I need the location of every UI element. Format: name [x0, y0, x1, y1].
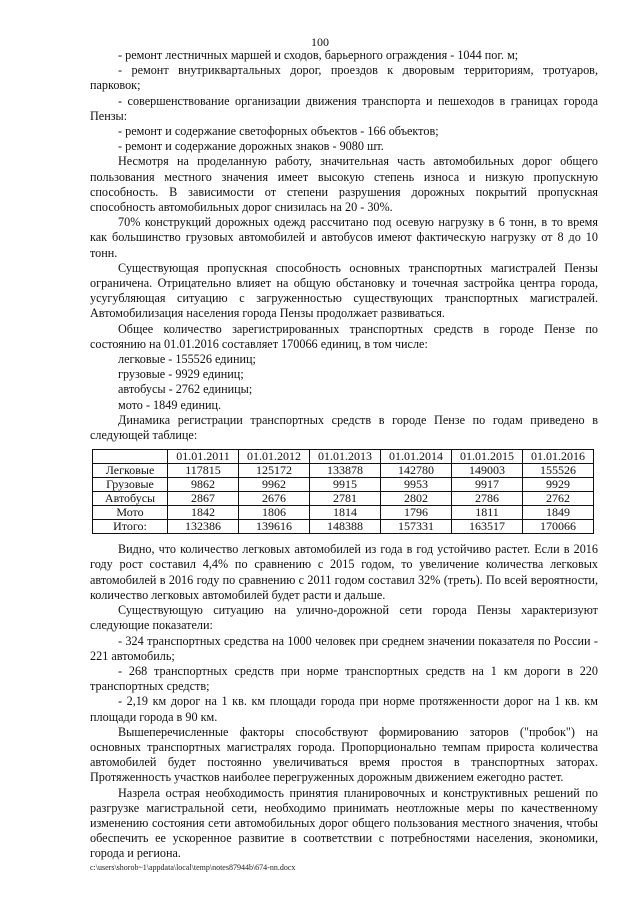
table-row-label: Итого: — [93, 520, 168, 534]
table-column-header: 01.01.2016 — [523, 450, 594, 464]
paragraph: Существующая пропускная способность основных транспортных магистралей Пензы ограничена. Отрицательно влияет на общую обстановку и точечная застройка центра города, усугубляющая ситуацию с загруженностью существующих транспортных магистралей. Автомобилизация населения города Пензы продолжает развиваться. — [90, 260, 598, 321]
paragraph: легковые - 155526 единиц; — [118, 352, 256, 367]
table-corner-cell — [93, 450, 168, 464]
table-cell: 133878 — [310, 464, 381, 478]
table-cell: 1811 — [452, 506, 523, 520]
table-cell: 139616 — [239, 520, 310, 534]
table-column-header: 01.01.2014 — [381, 450, 452, 464]
paragraph: грузовые - 9929 единиц; — [118, 367, 244, 382]
table-cell: 1842 — [168, 506, 239, 520]
table-cell: 155526 — [523, 464, 594, 478]
table-cell: 9917 — [452, 478, 523, 492]
paragraph: Динамика регистрации транспортных средств в городе Пензе по годам приведено в следующей таблице: — [90, 412, 598, 443]
table-cell: 157331 — [381, 520, 452, 534]
table-row — [93, 478, 594, 492]
table-header-row — [93, 450, 594, 464]
table-cell: 1849 — [523, 506, 594, 520]
table-cell: 163517 — [452, 520, 523, 534]
paragraph: - ремонт и содержание светофорных объектов - 166 объектов; — [118, 124, 439, 139]
paragraph: Видно, что количество легковых автомобилей из года в год устойчиво растет. Если в 2016 году рост составил 4,4% по сравнению с 2015 годом, то увеличение количества легковых автомобилей в 2016 году по сравнению с 2011 годом составил 32% (треть). По всей вероятности, количество легковых автомобилей будет расти и дальше. — [90, 542, 598, 602]
paragraph: - ремонт лестничных маршей и сходов, барьерного ограждения - 1044 пог. м; — [118, 48, 519, 62]
table-cell: 2781 — [310, 492, 381, 506]
table-cell: 148388 — [310, 520, 381, 534]
paragraph: - ремонт и содержание дорожных знаков - 9080 шт. — [118, 139, 384, 154]
table-cell: 2802 — [381, 492, 452, 506]
table-row — [93, 492, 594, 506]
paragraph: Вышеперечисленные факторы способствуют формированию заторов ("пробок") на основных транспортных магистралях города. Пропорционально темпам прироста количества автомобилей будет постоянно увеличиваться время простоя в транспортных заторах. Протяженность участков наиболее перегруженных дорожным движением ежегодно растет. — [90, 724, 598, 785]
table-body — [93, 464, 594, 534]
paragraphs-bottom — [90, 542, 598, 861]
document-body — [90, 48, 598, 862]
paragraph: Назрела острая необходимость принятия планировочных и конструктивных решений по разгрузке магистральной сети, необходимо принимать неотложные меры по качественному изменению состояния сети автомобильных дорог общего пользования местного значения, чтобы обеспечить ее ускоренное развитие в соответствии с потребностями населения, экономики, города и региона. — [90, 785, 598, 861]
table-cell: 9915 — [310, 478, 381, 492]
page-number: 100 — [311, 35, 329, 49]
table-cell: 9862 — [168, 478, 239, 492]
paragraph: - ремонт внутриквартальных дорог, проездов к дворовым территориям, тротуаров, парковок; — [90, 63, 598, 93]
vehicle-registration-table — [92, 449, 594, 534]
table-cell: 132386 — [168, 520, 239, 534]
table-row — [93, 506, 594, 520]
paragraph: - совершенствование организации движения транспорта и пешеходов в границах города Пензы: — [90, 93, 598, 123]
table-row-label: Легковые — [93, 464, 168, 478]
table-column-header: 01.01.2013 — [310, 450, 381, 464]
paragraph: Несмотря на проделанную работу, значительная часть автомобильных дорог общего пользования местного значения имеет высокую степень износа и низкую пропускную способность. В зависимости от степени разрушения дорожных покрытий пропускная способность автомобильных дорог снизилась на 20 - 30%. — [90, 154, 598, 215]
table-cell: 170066 — [523, 520, 594, 534]
table-cell: 1806 — [239, 506, 310, 520]
paragraph: - 268 транспортных средств при норме транспортных средств на 1 км дороги в 220 транспортных средств; — [90, 663, 598, 694]
table-column-header: 01.01.2015 — [452, 450, 523, 464]
table-row-label: Грузовые — [93, 478, 168, 492]
footer-file-path: c:\users\shorob~1\appdata\local\temp\notes87944b\674-nn.docx — [90, 863, 296, 872]
table-row — [93, 464, 594, 478]
paragraph: - 2,19 км дорог на 1 кв. км площади города при норме протяженности дорог на 1 кв. км площади города в 90 км. — [90, 694, 598, 724]
paragraph: - 324 транспортных средства на 1000 человек при среднем значении показателя по России - 221 автомобиль; — [90, 633, 598, 663]
paragraph: автобусы - 2762 единицы; — [118, 382, 253, 397]
table-cell: 2762 — [523, 492, 594, 506]
paragraph: Общее количество зарегистрированных транспортных средств в городе Пензе по состоянию на 01.01.2016 составляет 170066 единиц, в том числе: — [90, 321, 598, 351]
table-cell: 142780 — [381, 464, 452, 478]
paragraph: 70% конструкций дорожных одежд рассчитано под осевую нагрузку в 6 тонн, в то время как большинство грузовых автомобилей и автобусов имеют фактическую нагрузку от 8 до 10 тонн. — [90, 215, 598, 260]
table-cell: 2786 — [452, 492, 523, 506]
paragraph: мото - 1849 единиц. — [118, 397, 222, 412]
table-cell: 1814 — [310, 506, 381, 520]
table-row-label: Автобусы — [93, 492, 168, 506]
table-cell: 1796 — [381, 506, 452, 520]
paragraph: Существующую ситуацию на улично-дорожной сети города Пензы характеризуют следующие показатели: — [90, 603, 598, 633]
table-row-label: Мото — [93, 506, 168, 520]
table-cell: 9962 — [239, 478, 310, 492]
table-cell: 2867 — [168, 492, 239, 506]
table-row — [93, 520, 594, 534]
table-column-header: 01.01.2012 — [239, 450, 310, 464]
table-column-header: 01.01.2011 — [168, 450, 239, 464]
table-cell: 9953 — [381, 478, 452, 492]
paragraphs-top — [90, 48, 598, 443]
table-cell: 117815 — [168, 464, 239, 478]
table-cell: 9929 — [523, 478, 594, 492]
table-cell: 149003 — [452, 464, 523, 478]
table-cell: 125172 — [239, 464, 310, 478]
table-cell: 2676 — [239, 492, 310, 506]
